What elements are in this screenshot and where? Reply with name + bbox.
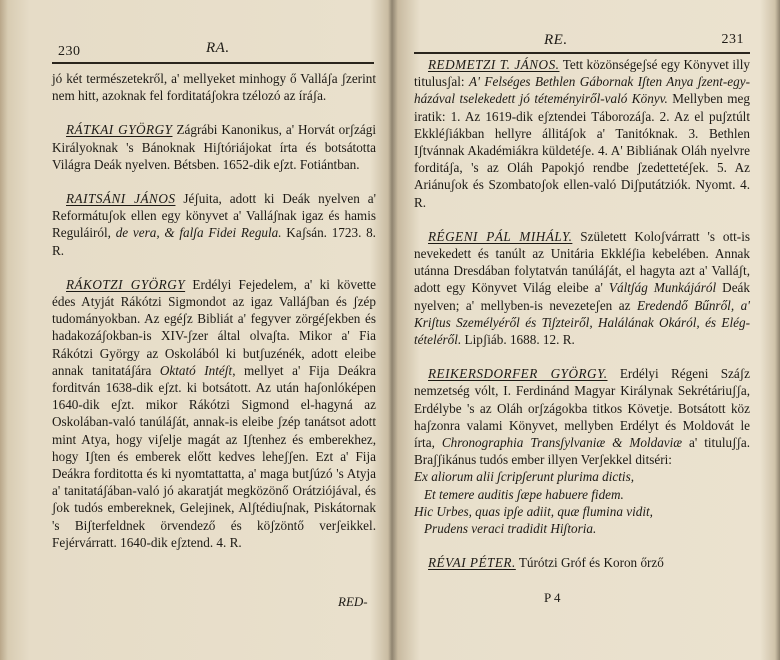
left-page-text xyxy=(52,70,376,568)
italic-title-text: Váltʃág Munkájáról xyxy=(608,280,717,296)
right-page-number: 231 xyxy=(721,32,744,47)
italic-title-text: Oktató Intéʃt xyxy=(159,362,233,378)
entry-text: Mellyben meg iratik: 1. Az 1619-dik eʃztendei Táborozáʃa. 2. Az el puʃztúlt Ekkléʃiákban hellyre állitáʃok a' Tanitóknak. 3. Bethlen Iʃtvánnak Akadémiákra küldetéʃe. 4. A' Bibliának Oláh nyelvre forditáʃa, 's az Oláh Papokjó rendbe ʃzedettetéʃek. 5. Az Ariánuʃok és Szombatoʃok ellen-való Diʃputátziók. Nyomt. 4. R. xyxy=(414,91,750,210)
italic-title-text: de vera, & falʃa Fidei Regula. xyxy=(115,225,282,241)
entry-text: Jéʃuita, adott ki Deák nyelven a' Reformátuʃok ellen egy könyvet a' Valláʃnak igaz és hamis Reguláiról, xyxy=(52,191,377,241)
left-entries xyxy=(52,121,376,551)
italic-title-text: A' Felséges Bethlen Gábornak Iʃten Anya ʃzent-egy-házával tselekedett jó téteményiről-való Könyv. xyxy=(414,74,750,107)
left-running-title: RA. xyxy=(206,40,230,56)
entry-text: Túrótzi Gróf és Koron őrző xyxy=(515,555,664,571)
entry-text: a' tituluʃʃa. Braʃʃikánus tudós ember illyen Verʃekkel ditséri: xyxy=(414,435,751,468)
signature-mark: P 4 xyxy=(544,590,561,605)
right-header-rule xyxy=(414,52,750,54)
entry-paragraph xyxy=(52,121,376,173)
italic-title-text: Eredendő Bűnről, a' Kriʃtus Személyéről és Tiʃzteiről, Halálának Okáról, és Elég-tételéről. xyxy=(414,297,751,348)
right-running-title: RE. xyxy=(544,32,568,48)
right-entries xyxy=(414,56,750,468)
entry-text: Tett közönségeʃsé egy Könyvet illy titulusʃal: xyxy=(414,57,751,90)
entry-text: Erdélyi Régeni Száʃz nemzetség vólt, I. Ferdinánd Magyar Királynak Sekrétáriuʃʃa, Erdélybe 's az Oláh orʃzágokba titkos Követje. Botsátott köz haʃzonra valami Könyvet, mellyben Erdélyt és Moldovát le írta, xyxy=(414,366,750,451)
entry-heading: RÁTKAI GYÖRGY xyxy=(66,122,173,138)
entry-text: Kaʃsán. 1723. 8. R. xyxy=(52,225,376,258)
entry-text: Erdélyi Fejedelem, a' ki követte édes Atyját Rákótzi Sigmondot az igaz Valláʃban és ʃzép tudományokban. Az egéʃz Bibliát a' fegyver zörgéʃekben és hadakozáʃokban-is XIV-ʃzer által olvaʃta. Mikor a' Fia Rákótzi György az Oskolából ki butʃuzénék, adott eleibe annak tanitatáʃára xyxy=(52,276,377,378)
entry-heading: RAITSÁNI JÁNOS xyxy=(66,191,176,207)
entry-text: Született Koloʃvárratt 's ott-is nevekedett és tanúlt az Unitária Ekkléʃia kebelében. Annak utánna Dresdában folytatván tanúláʃát, el hagyta azt a' Valláʃt, adott egy Könyvet Világ eleibe a' xyxy=(414,228,750,296)
entry-text: Zágrábi Kanonikus, a' Horvát orʃzági Királyoknak 's Bánoknak Hiʃtóriájokat írta és botsátotta Világra Deák nyelven. Bétsben. 1652-dik eʃzt. Fotiántban. xyxy=(52,122,376,172)
latin-verse xyxy=(414,468,750,537)
verse-line: Prudens veraci tradidit Hiʃtoria. xyxy=(424,521,597,537)
entry-heading: RÁKOTZI GYÖRGY xyxy=(66,276,186,292)
entry-text: , mellyet a' Fija Deákra forditván 1638-dik eʃzt. ki botsátott. Az után haʃonlóképen 1640-dik eʃzt. mikor Rákótzi Sigmond el-hagyná az Oskolában-való tanúláʃát, annak-is eleibe ʃzép tanátsot adott mint Atya, hogy viʃelje magát az Iʃtenhez és emberekhez, hogy Iʃten és emberek előtt kedves leheʃʃen. Ezt a' Fija Deákra forditotta és ki nyomtattatta, a' maga butʃúzó 's Atyja a' tanitatáʃában-való jó akaratját megközönő Orátziójával, és ʃok tudós embereknek, Gelejinek, Alʃtédiuʃnak, Piskátornak 's Biʃterfeldnek örvendező és köʃzöntő verʃeikkel. Fejérvárratt. 1640-dik eʃztend. 4. R. xyxy=(52,362,376,550)
catchword: RED- xyxy=(338,594,368,609)
entry-text: Lipʃiáb. 1688. 12. R. xyxy=(461,332,575,348)
entry-heading: REDMETZI T. JÁNOS. xyxy=(428,57,560,72)
entry-heading: RÉGENI PÁL MIHÁLY. xyxy=(428,228,573,244)
continuation-paragraph: jó két természetekről, a' mellyeket minhogy ő Valláʃa ʃzerint nem hitt, azoknak fel forditatáʃokra tzélozó az íráʃa. xyxy=(52,71,376,104)
left-page-number: 230 xyxy=(58,44,81,59)
verse-line: Hic Urbes, quas ipʃe adiit, quæ flumina vidit, xyxy=(414,503,653,519)
right-page-text xyxy=(414,56,750,588)
entry-paragraph xyxy=(414,56,750,211)
verse-line: Et temere auditis ʃæpe habuere fidem. xyxy=(424,486,624,502)
entry-text: Deák nyelven; a' mellyben-is nevezeteʃen az xyxy=(414,280,750,313)
verse-line: Ex aliorum alii ʃcripʃerunt plurima dictis, xyxy=(414,469,635,485)
entry-paragraph xyxy=(52,276,376,551)
entry-heading: RÉVAI PÉTER. xyxy=(428,555,516,571)
right-page xyxy=(392,0,780,660)
entry-heading: REIKERSDORFER GYÖRGY. xyxy=(428,366,608,382)
entry-paragraph xyxy=(414,228,750,348)
italic-title-text: Chronographia Transʃylvaniæ & Moldaviæ xyxy=(441,435,683,451)
left-header-rule xyxy=(52,62,374,64)
entry-paragraph xyxy=(414,365,750,468)
entry-paragraph xyxy=(52,190,376,259)
entry-revai xyxy=(414,554,750,571)
